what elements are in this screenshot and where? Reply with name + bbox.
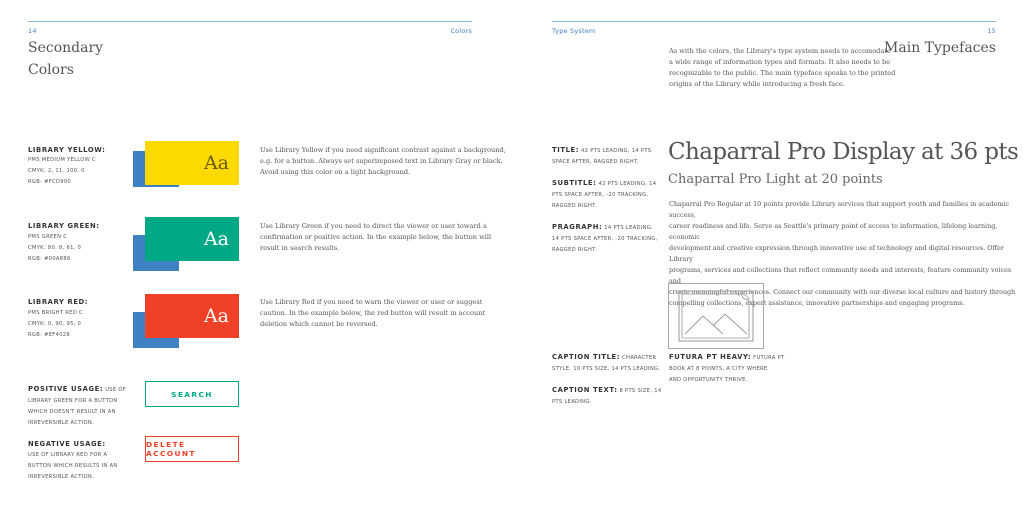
caption-title-label: CAPTION TITLE: [552,353,621,361]
desc-line: deletion which cannot be reversed. [260,320,378,328]
section-label-left: Colors [450,27,472,35]
section-label-right: Type System [552,27,596,35]
spec-line: SPACE AFTER, RAGGED RIGHT. [552,159,639,165]
page-number-right: 15 [987,27,996,35]
color-rgb: RGB: #EF4028 [28,332,70,338]
spec-line: CHARACTER [622,355,657,361]
color-pms: PMS BRIGHT RED C [28,310,83,316]
positive-usage-text [28,384,126,429]
spec-line: RAGGED RIGHT. [552,247,597,253]
usage-line: IRREVERSIBLE ACTION. [28,474,95,480]
page-title-right: Main Typefaces [884,40,996,56]
negative-usage-text [28,439,118,483]
color-description [260,297,485,330]
spec-line: RAGGED RIGHT. [552,203,597,209]
spec-line: PTS SPACE AFTER, -20 TRACKING, [552,192,649,198]
subtitle-spec [552,178,656,212]
desc-line: result in search results. [260,244,340,252]
swatch-yellow: Aa [145,141,239,185]
color-cmyk: CMYK: 0, 90, 95, 0 [28,321,82,327]
usage-line: BUTTON WHICH RESULTS IN AN [28,463,118,469]
color-name: LIBRARY GREEN: [28,222,100,230]
intro-line: origins of the Library while introducing a fresh face. [669,80,845,88]
subtitle-spec-label: SUBTITLE: [552,179,597,187]
caption-title-spec [552,352,660,375]
header-rule-right [552,21,996,22]
usage-line: USE OF LIBRARY RED FOR A [28,452,108,458]
spec-line: AND OPPORTUNITY THRIVE. [669,377,748,383]
desc-line: Use Library Green if you need to direct the viewer or user toward a [260,222,487,230]
page-title-line1: Secondary [28,40,104,56]
color-cmyk: CMYK: 2, 11, 100, 0 [28,168,85,174]
usage-line: LIBRARY GREEN FOR A BUTTON [28,398,118,404]
color-description [260,145,506,178]
color-name: LIBRARY RED: [28,298,89,306]
spec-line: FUTURA PT [753,355,785,361]
title-spec [552,145,651,168]
color-cmyk: CMYK: 80, 8, 61, 0 [28,245,82,251]
image-placeholder-icon [669,284,763,348]
color-rgb: RGB: #00A886 [28,256,71,262]
desc-line: Use Library Red if you need to warn the viewer or user or suggest [260,298,483,306]
futura-label: FUTURA PT HEAVY: [669,353,752,361]
paragraph-spec-label: PRAGRAPH: [552,223,603,231]
spec-line: 14 PTS LEADING, [604,225,654,231]
negative-usage-label: NEGATIVE USAGE: [28,440,106,448]
spec-line: 14 PTS SPACE AFTER, -20 TRACKING, [552,236,658,242]
para-line: compelling collections, expert assistance, innovative partnerships and engaging programs. [669,299,965,307]
spec-line: STYLE. 10 PTS SIZE, 14 PTS LEADING. [552,366,661,372]
futura-sample [669,352,785,386]
para-line: programs, services and collections that reflect community needs and interests, feature community voices and [669,266,1012,285]
desc-line: e.g. for a button. Always set superimposed text in Library Gray or black. [260,157,503,165]
display-sample: Chaparral Pro Display at 36 pts [668,139,1019,165]
color-description [260,221,491,254]
spec-line: 8 PTS SIZE, 14 [619,388,662,394]
intro-paragraph [669,46,895,90]
intro-line: a wide range of information types and formats. It also needs to be [669,58,891,66]
color-pms: PMS MEDIUM YELLOW C [28,157,96,163]
swatch-green: Aa [145,217,239,261]
light-sample: Chaparral Pro Light at 20 points [668,172,883,187]
delete-account-button[interactable]: DELETE ACCOUNT [145,436,239,462]
desc-line: confirmation or positive action. In the example below, the button will [260,233,492,241]
title-spec-label: TITLE: [552,146,580,154]
search-button[interactable]: SEARCH [145,381,239,407]
desc-line: Avoid using this color on a light background. [260,168,411,176]
spec-line: BOOK AT 8 POINTS, A CITY WHERE [669,366,768,372]
color-rgb: RGB: #FCD900 [28,179,72,185]
spec-line: 42 PTS LEADING, 14 PTS [581,148,652,154]
para-line: Chaparral Pro Regular at 10 points provide Library services that support youth and families in academic success, [669,200,1010,219]
para-line: create meaningful experiences. Connect our community with our diverse local culture and history through [669,288,1016,296]
swatch-red: Aa [145,294,239,338]
spec-line: PTS LEADING. [552,399,592,405]
usage-line: IRREVERSIBLE ACTION. [28,420,95,426]
spec-line: 42 PTS LEADING, 14 [598,181,657,187]
image-placeholder [668,283,764,349]
color-name: LIBRARY YELLOW: [28,146,106,154]
paragraph-spec [552,222,658,256]
intro-line: As with the colors, the Library's type system needs to accomodate [669,47,891,55]
positive-usage-label: POSITIVE USAGE: [28,385,104,393]
para-line: career readiness and life. Serve as Seattle's primary point of access to information, lifelong learning, economic [669,222,998,241]
header-rule-left [28,21,472,22]
caption-text-spec [552,385,661,408]
page-number-left: 14 [28,27,37,35]
color-pms: PMS GREEN C [28,234,68,240]
intro-line: recognizable to the public. The main typeface speaks to the printed [669,69,896,77]
para-line: development and creative expression through innovative use of technology and digital resources. Offer Library [669,244,1004,263]
caption-text-label: CAPTION TEXT: [552,386,618,394]
usage-line: USE OF [105,387,127,393]
page-title-line2: Colors [28,62,74,78]
desc-line: caution. In the example below, the red button will result in account [260,309,486,317]
desc-line: Use Library Yellow if you need significant contrast against a background, [260,146,506,154]
usage-line: WHICH DOESN'T RESULT IN AN [28,409,116,415]
